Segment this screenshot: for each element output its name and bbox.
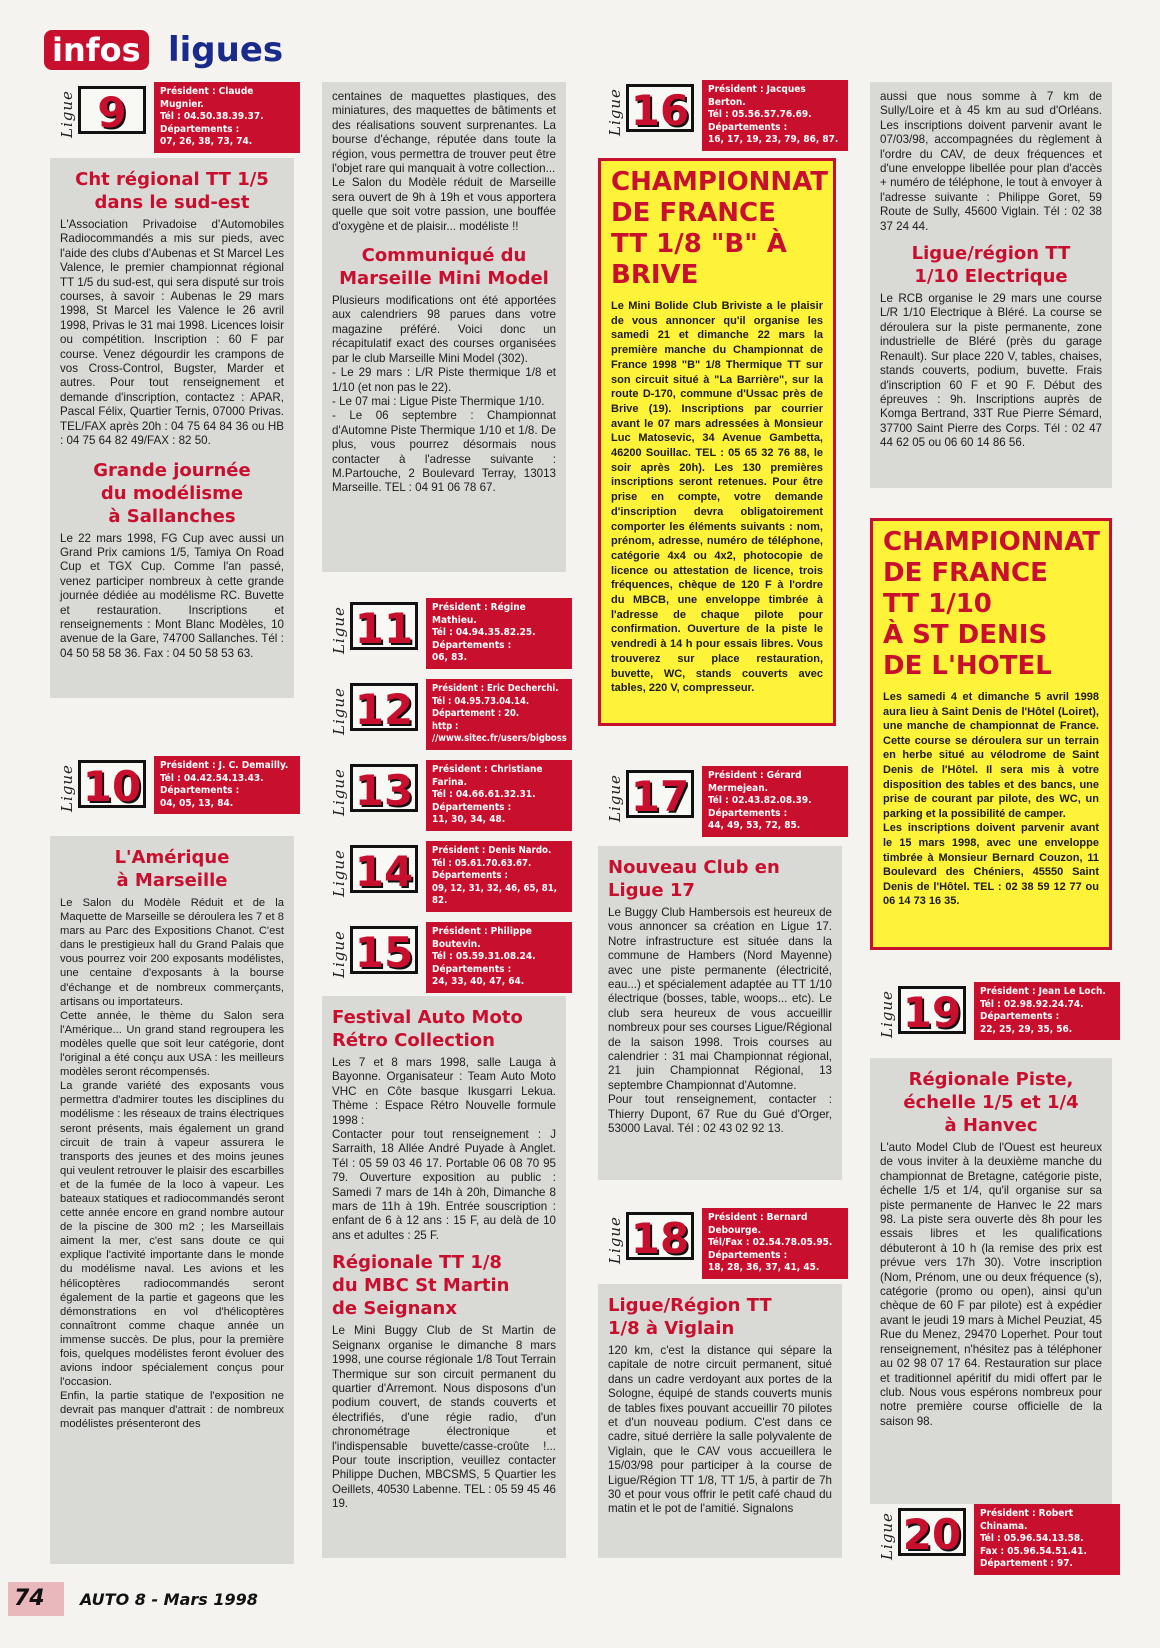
ligue-label: Ligue	[330, 687, 348, 735]
ligue-number: 17	[626, 770, 694, 818]
box-body: Les samedi 4 et dimanche 5 avril 1998 aura lieu à Saint Denis de l'Hôtel (Loiret), une manche de championnat de France. Cette course se déroulera sur un terrain en herbe situé au vélodrome de Saint Denis de l'Hôtel. Il sera mis à votre disposition des tables et des bancs, une prise de courant par pilote, des WC, un parking et la possibilité de camper. Les inscriptions doivent parvenir avant le 15 mars 1998, avec une enveloppe timbrée à Monsieur Bernard Couzon, 11 Boulevard des Chéniers, 45550 Saint Denis de l'Hôtel. TEL : 02 38 59 12 77 ou 06 14 73 16 35.	[883, 691, 1099, 908]
article-body: Le 22 mars 1998, FG Cup avec aussi un Grand Prix camions 1/5, Tamiya On Road Cup et TGX Cup. Comme l'an passé, venez participer nombreux à cette grande journée dédiée au modélisme RC. Buvette et restauration. Inscriptions et renseignements : Mont Blanc Modèles, 10 avenue de la Gare, 74700 Sallanches. Tél : 04 50 58 58 36. Fax : 04 50 58 53 63.	[60, 531, 284, 660]
article-body: Les 7 et 8 mars 1998, salle Lauga à Bayonne. Organisateur : Team Auto Moto VHC en Côte basque Ikusgarri Lekua. Thème : Espace Rétro Nouvelle formule 1998 : Contacter pour tout renseignement : J Sarraith, 18 Allée André Puyade à Anglet. Tél : 05 59 03 46 17. Portable 06 08 70 95 79. Ouverture exposition au public : Samedi 7 mars de 14h à 20h, Dimanche 8 mars de 11h à 19h. Entrée souscription : enfant de 6 à 12 ans : 15 F, au delà de 10 ans et adultes : 25 F.	[332, 1056, 556, 1242]
ligue-number: 18	[626, 1212, 694, 1260]
president-box: Président : J. C. Demailly. Tél : 04.42.54.13.43. Départements : 04, 05, 13, 84.	[154, 756, 300, 814]
championnat-brive-box	[598, 158, 836, 726]
article-title: Nouveau Club en Ligue 17	[608, 857, 780, 901]
ligue-16-header	[606, 78, 856, 144]
ligue-label: Ligue	[330, 849, 348, 897]
article-title: Régionale TT 1/8 du MBC St Martin de Seignanx	[332, 1252, 510, 1320]
ligue-18-header	[606, 1206, 856, 1272]
ligue-number: 16	[626, 84, 694, 132]
article-body: L'auto Model Club de l'Ouest est heureux de vous inviter à la deuxième manche du championnat de Bretagne, catégorie piste, échelle 1/5 et 1/4, qu'il organise sur sa piste permanente de Hanvec le 22 mars 98. La piste sera ouverte dès 8h pour les essais libres et les qualifications débuteront à 10 h (la remise des prix est prévue vers 17h 30). Votre inscription (Nom, Prénom, une ou deux fréquence (s), catégorie (promo ou open), ainsi qu'un chèque de 60 F par pilote) est à expédier avant le jeudi 19 mars à Michel Peuziat, 45 Rue du Menez, 29470 Loperhet. Pour tout renseignement, n'hésitez pas à téléphoner au 02 98 07 17 64. Restauration sur place et traditionnel apéritif du midi offert par le club. Nous vous espérons nombreux pour notre première course officielle de la saison 98.	[880, 1141, 1102, 1428]
ligue-10-header	[58, 754, 308, 820]
president-box: Président : Jacques Berton. Tél : 05.56.57.76.69. Départements : 16, 17, 19, 23, 79, 86, 87.	[702, 80, 848, 151]
ligue-number: 12	[350, 683, 418, 731]
article-title: Ligue/région TT 1/10 Electrique	[911, 243, 1071, 288]
ligue-number: 9	[78, 86, 146, 134]
ligue-label: Ligue	[58, 90, 76, 138]
col1-block-a	[50, 158, 294, 698]
ligue-12-header	[330, 677, 580, 743]
ligue-label: Ligue	[606, 1216, 624, 1264]
ligue-19-header	[878, 980, 1128, 1046]
ligue-20-header	[878, 1502, 1128, 1568]
col4-block-a	[870, 82, 1112, 488]
article-body: Plusieurs modifications ont été apportées aux calendriers 98 parues dans votre magazine préféré. Voici donc un récapitulatif exact des courses organisées par le club Marseille Mini Model (302). - Le 29 mars : L/R Piste thermique 1/8 et 1/10 (et non pas le 22). - Le 07 mai : Ligue Piste Thermique 1/10. - Le 06 septembre : Championnat d'Automne Piste Thermique 1/10 et 1/8. De plus, vous pourrez désormais nous contacter à l'adresse suivante : M.Partouche, 2 Boulevard Terray, 13013 Marseille. TEL : 04 91 06 78 67.	[332, 294, 556, 495]
col1-block-b	[50, 836, 294, 1564]
ligue-11-header	[330, 596, 580, 662]
ligue-label: Ligue	[330, 606, 348, 654]
ligue-label: Ligue	[606, 774, 624, 822]
ligue-number: 19	[898, 986, 966, 1034]
ligue-label: Ligue	[330, 768, 348, 816]
article-body: Le RCB organise le 29 mars une course L/R 1/10 Electrique à Bléré. La course se déroulera sur la piste permanente, zone industrielle de Bléré (près du garage Renault). Sur place 220 V, tables, chaises, stands couverts, podium, buvette. Frais d'inscription 60 F et 90 F. Début des épreuves : 9h. Inscriptions auprès de Komga Bertrand, 33T Rue Pierre Sémard, 37700 Saint Pierre des Corps. Tél : 02 47 44 62 05 ou 06 60 14 86 56.	[880, 292, 1102, 450]
championnat-st-denis-box	[870, 518, 1112, 950]
ligue-number: 13	[350, 764, 418, 812]
article-body: Le Salon du Modèle Réduit et de la Maquette de Marseille se déroulera les 7 et 8 mars au Parc des Expositions Chanot. C'est dans le prestigieux hall du Grand Palais que vous pourrez voir 200 exposants modélistes, une centaine d'exposants à la bourse d'échange et de nombreux commerçants, artisans ou importateurs. Cette année, le thème du Salon sera l'Amérique... Un grand stand regroupera les modèles quelle que soit leur catégorie, dont l'original a été conçu aux USA : les meilleurs modèles seront récompensés. La grande variété des exposants vous permettra d'admirer toutes les disciplines du modélisme : les réseaux de trains électriques seront présents, mais également un grand circuit de train à vapeur assurera le transports des jeunes et des moins jeunes qui veulent retrouver le plaisir des escarbilles et de la fumée de la loco à vapeur. Les bateaux statiques et radiocommandés seront cette année encore en grand nombre autour de la piscine de 300 m2 ; les Marseillais aiment la mer, c'est sans doute ce qui explique l'activité importante dans le monde du modélisme naval. Les avions et les hélicoptères radiocommandés seront également de la partie et gageons que les démonstrations en vol d'hélicoptères connaîtront comme chaque année un immense succès. De plus, pour la première fois, quelques modélistes feront évoluer des avions indoor spécialement conçus pour l'occasion. Enfin, la partie statique de l'exposition ne devrait pas manquer d'attrait : de nombreux modélistes présenteront des	[60, 897, 284, 1431]
article-title: Régionale Piste, échelle 1/5 et 1/4 à Hanvec	[903, 1069, 1079, 1136]
article-body: 120 km, c'est la distance qui sépare la capitale de notre circuit permanent, situé dans un cadre verdoyant aux portes de la Sologne, équipé de stands couverts munis de tables fixes pouvant accueillir 70 pilotes et d'un nouveau podium. C'est dans ce cadre, situé derrière la salle polyvalente de Viglain, que le CAV vous accueillera le 15/03/98 pour participer à la course de Ligue/Région TT 1/8, TT 1/5, à partir de 7h 30 et pour vous offrir le petit café chaud du matin et le pot de l'amitié. Signalons	[608, 1344, 832, 1516]
president-box: Président : Gérard Mermejean. Tél : 02.43.82.08.39. Départements : 44, 49, 53, 72, 85.	[702, 766, 848, 837]
article-title: Grande journée du modélisme à Sallanches	[93, 459, 251, 527]
president-box: Président : Christiane Farina. Tél : 04.66.61.32.31. Départements : 11, 30, 34, 48.	[426, 760, 572, 831]
president-box: Président : Denis Nardo. Tél : 05.61.70.63.67. Départements : 09, 12, 31, 32, 46, 65, 81, 82.	[426, 841, 572, 912]
ligue-number: 15	[350, 926, 418, 974]
article-title: Ligue/Région TT 1/8 à Viglain	[608, 1295, 772, 1339]
president-box: Président : Régine Mathieu. Tél : 04.94.35.82.25. Départements : 06, 83.	[426, 598, 572, 669]
article-body: L'Association Privadoise d'Automobiles Radiocommandés a mis sur pieds, avec l'aide des clubs d'Aubenas et St Marcel Les Valence, le premier championnat régional TT 1/5 du sud-est, qui sera disputé sur trois courses, à savoir : Aubenas le 29 mars 1998, St Marcel les Valence le 26 avril 1998, Privas le 31 mai 1998. Licences loisir ou compétition. Inscription : 60 F par course. Venez dégourdir les crampons de vos Cross-Control, Bugster, Marder et autres. Pour tout renseignement et demande d'inscription, contactez : APAR, Pascal Félix, Quartier Ternis, 07000 Privas. TEL/FAX après 20h : 04 75 64 84 36 ou HB : 04 75 64 82 49/FAX : 82 50.	[60, 218, 284, 448]
article-title: Communiqué du Marseille Mini Model	[339, 245, 549, 290]
ligue-label: Ligue	[878, 1512, 896, 1560]
logo-infos: infos	[44, 30, 149, 70]
president-box: Président : Robert Chinama. Tél : 05.96.54.13.58. Fax : 05.96.54.51.41. Département : 97.	[974, 1504, 1120, 1575]
magazine-footer: AUTO 8 - Mars 1998	[80, 1590, 258, 1609]
article-body: Le Mini Buggy Club de St Martin de Seignanx organise le dimanche 8 mars 1998, une course régionale 1/8 Tout Terrain Thermique sur son circuit permanent du quartier d'Arremont. Nous disposons d'un podium couvert, de stands couverts et électrifiés, d'une régie radio, d'un chronométrage électronique et l'indispensable buvette/casse-croûte !... Pour toute inscription, veuillez contacter Philippe Duchen, MBCSMS, 5 Quartier les Oeillets, 40530 Labenne. TEL : 05 59 45 46 19.	[332, 1324, 556, 1511]
page-number-text: 74	[14, 1586, 45, 1611]
ligue-label: Ligue	[606, 88, 624, 136]
article-title: Festival Auto Moto Rétro Collection	[332, 1007, 523, 1051]
box-title: CHAMPIONNAT DE FRANCE TT 1/10 À ST DENIS DE L'HOTEL	[883, 527, 1101, 681]
ligue-15-header	[330, 920, 580, 986]
ligue-number: 10	[78, 760, 146, 808]
col2-block-b	[322, 996, 566, 1558]
ligue-14-header	[330, 839, 580, 905]
ligue-number: 20	[898, 1508, 966, 1556]
president-box: Président : Eric Decherchi. Tél : 04.95.73.04.14. Département : 20. http : //www.sitec.fr/users/bigboss	[426, 679, 572, 750]
ligue-17-header	[606, 764, 856, 830]
ligue-13-header	[330, 758, 580, 824]
president-box: Président : Bernard Debourge. Tél/Fax : 02.54.78.05.95. Départements : 18, 28, 36, 37, 41, 45.	[702, 1208, 848, 1279]
col3-block-a	[598, 846, 842, 1180]
ligue-9-header	[58, 80, 308, 146]
ligue-label: Ligue	[878, 990, 896, 1038]
box-body: Le Mini Bolide Club Briviste a le plaisir de vous annoncer qu'il organise les samedi 21 et dimanche 22 mars la première manche du Championnat de France 1998 "B" 1/8 Thermique TT sur son circuit situé à "La Barrière", sur la route D-170, commune d'Ussac près de Brive (19). Inscriptions par courrier avant le 07 mars adressées à Monsieur Luc Matosevic, 34 Avenue Gambetta, 46200 Souillac. TEL : 05 65 32 76 88, le soir après 20h). Les 130 premières inscriptions seront retenues. Pour être prise en compte, votre demande d'inscription devra obligatoirement comporter les éléments suivants : nom, prénom, adresse, numéro de téléphone, catégorie 4x4 ou 4x2, photocopie de licence ou attestation de licence, trois fréquences, chèque de 120 F à l'ordre du MBCB, une enveloppe timbrée à l'adresse de chaque pilote pour confirmation. Ouverture de la piste le vendredi à 14 h pour essais libres. Vous trouverez sur place restauration, buvette, WC, stands couverts avec tables, 220 V, compresseur.	[611, 300, 823, 695]
header-logo	[44, 30, 294, 74]
ligue-label: Ligue	[330, 930, 348, 978]
article-title: L'Amérique à Marseille	[114, 847, 230, 891]
ligue-label: Ligue	[58, 764, 76, 812]
article-body: centaines de maquettes plastiques, des miniatures, des maquettes de bâtiments et des réalisations souvent surprenantes. La bourse d'échange, réputée dans toute la région, vous permettra de trouver peut être l'objet rare qui manquait à votre collection... Le Salon du Modèle réduit de Marseille sera ouvert de 9h à 19h et vous apportera quelle que soit votre passion, une bouffée d'oxygène et de plaisir... modéliste !!	[332, 90, 556, 233]
ligue-number: 14	[350, 845, 418, 893]
president-box: Président : Claude Mugnier. Tél : 04.50.38.39.37. Départements : 07, 26, 38, 73, 74.	[154, 82, 300, 153]
col2-block-a	[322, 82, 566, 572]
president-box: Président : Philippe Boutevin. Tél : 05.59.31.08.24. Départements : 24, 33, 40, 47, 64.	[426, 922, 572, 993]
president-box: Président : Jean Le Loch. Tél : 02.98.92.24.74. Départements : 22, 25, 29, 35, 56.	[974, 982, 1120, 1040]
logo-ligues: ligues	[168, 30, 284, 70]
col4-block-b	[870, 1058, 1112, 1504]
box-title: CHAMPIONNAT DE FRANCE TT 1/8 "B" À BRIVE	[611, 167, 829, 290]
ligue-number: 11	[350, 602, 418, 650]
col3-block-b	[598, 1284, 842, 1558]
article-title: Cht régional TT 1/5 dans le sud-est	[75, 169, 269, 213]
article-body: aussi que nous somme à 7 km de Sully/Loire et à 45 km au sud d'Orléans. Les inscriptions doivent parvenir avant le 07/03/98, accompagnées du règlement à l'ordre du CAV, de deux fréquences et d'une enveloppe libellée pour plan d'accès + numéro de téléphone, le tout à envoyer à l'adresse suivante : Philippe Goret, 59 Route de Sully, 45600 Viglain. Tél : 02 38 37 24 44.	[880, 90, 1102, 233]
article-body: Le Buggy Club Hambersois est heureux de vous annoncer sa création en Ligue 17. Notre infrastructure est située dans la commune de Hambers (Nord Mayenne) avec une piste permanente (électricité, eau...) et spécialement adaptée au TT 1/10 électrique (bosses, table, woops... etc). Le club sera heureux de vous accueillir nombreux pour ses courses Ligue/Régional de la saison 1998. Trois courses au calendrier : 31 mai Championnat régional, 21 juin Championnat Régional, 13 septembre Championnat d'Automne. Pour tout renseignement, contacter : Thierry Dupont, 67 Rue du Gué d'Orger, 53000 Laval. Tél : 02 43 02 92 13.	[608, 906, 832, 1136]
